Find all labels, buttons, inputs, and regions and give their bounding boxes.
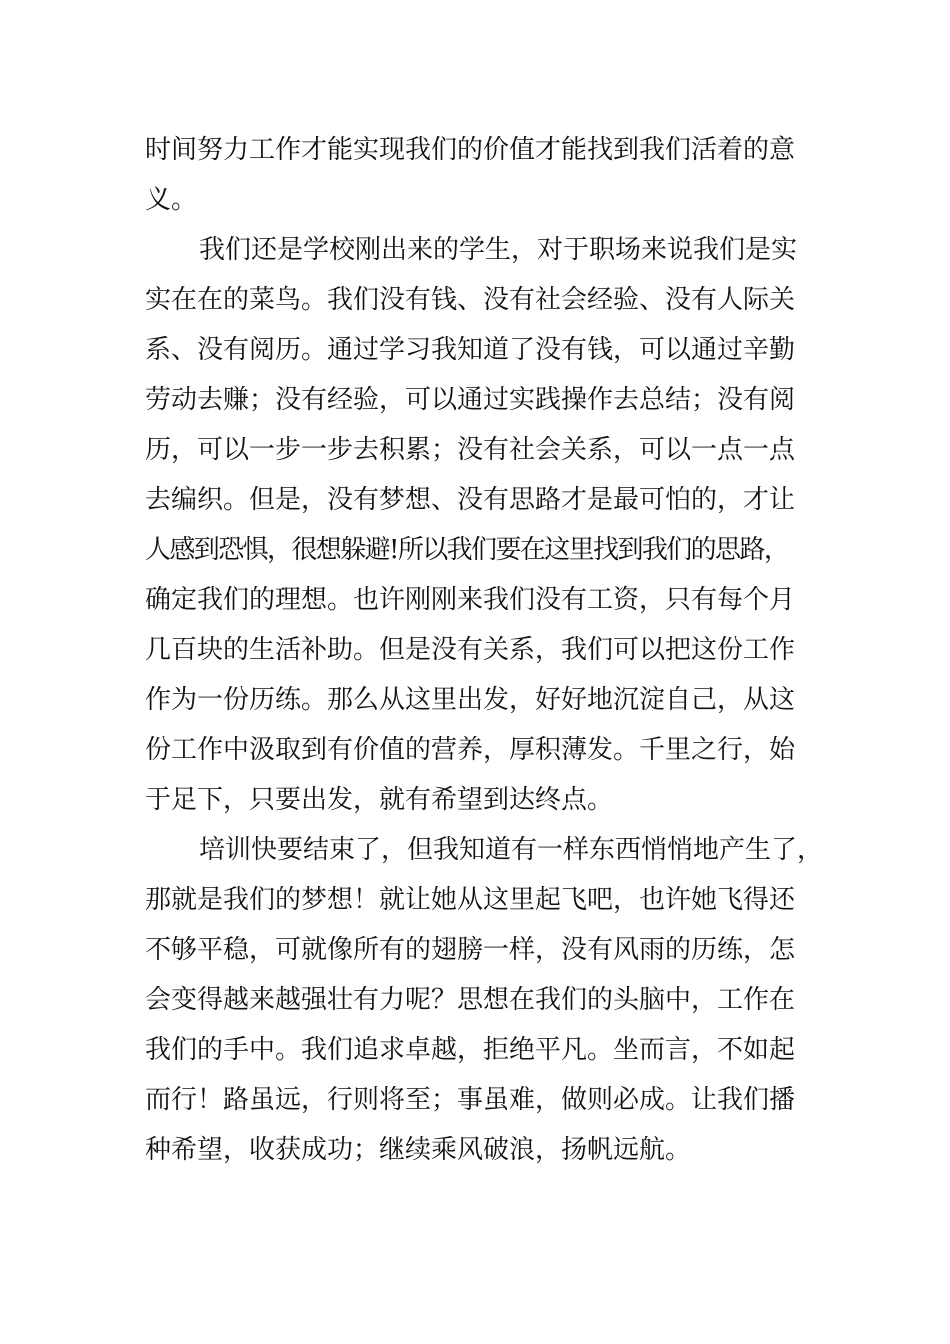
text-line-content: 培训快要结束了，但我知道有一样东西悄悄地产生了，: [199, 835, 824, 865]
text-line: [0, 428, 950, 472]
text-line-content: 不够平稳，可就像所有的翅膀一样，没有风雨的历练，怎: [145, 935, 796, 965]
text-line-content: 劳动去赚；没有经验，可以通过实践操作去总结；没有阅: [145, 385, 796, 415]
text-line: [0, 728, 950, 772]
text-line-content: 义。: [145, 185, 198, 215]
text-line: [0, 978, 950, 1022]
text-line: [0, 878, 950, 922]
text-line: [0, 378, 950, 422]
text-line-content: 历，可以一步一步去积累；没有社会关系，可以一点一点: [145, 435, 796, 465]
text-line-content: 人感到恐惧，很想躲避!所以我们要在这里找到我们的思路，: [145, 535, 789, 565]
paragraph-first-line: [0, 828, 950, 872]
text-line: [0, 928, 950, 972]
text-line: [0, 1078, 950, 1122]
text-line-content: 系、没有阅历。通过学习我知道了没有钱，可以通过辛勤: [145, 335, 796, 365]
text-line-content: 时间努力工作才能实现我们的价值才能找到我们活着的意: [145, 135, 796, 165]
text-line-content: 确定我们的理想。也许刚刚来我们没有工资，只有每个月: [145, 585, 796, 615]
text-line-content: 于足下，只要出发，就有希望到达终点。: [145, 785, 614, 815]
text-line-content: 种希望，收获成功；继续乘风破浪，扬帆远航。: [145, 1135, 692, 1165]
text-line: [0, 528, 950, 572]
text-line-content: 份工作中汲取到有价值的营养，厚积薄发。千里之行，始: [145, 735, 796, 765]
text-line-content: 几百块的生活补助。但是没有关系，我们可以把这份工作: [145, 635, 796, 665]
text-line-content: 我们的手中。我们追求卓越，拒绝平凡。坐而言，不如起: [145, 1035, 796, 1065]
text-line: [0, 578, 950, 622]
text-line: [0, 778, 950, 822]
text-line-content: 会变得越来越强壮有力呢？思想在我们的头脑中，工作在: [145, 985, 796, 1015]
text-line: [0, 628, 950, 672]
text-line: [0, 678, 950, 722]
text-line: [0, 178, 950, 222]
text-line: [0, 128, 950, 172]
text-line-content: 我们还是学校刚出来的学生，对于职场来说我们是实: [199, 235, 798, 265]
text-line: [0, 1028, 950, 1072]
paragraph-first-line: [0, 228, 950, 272]
text-line-content: 那就是我们的梦想！就让她从这里起飞吧，也许她飞得还: [145, 885, 796, 915]
text-line-content: 而行！路虽远，行则将至；事虽难，做则必成。让我们播: [145, 1085, 796, 1115]
text-line-content: 作为一份历练。那么从这里出发，好好地沉淀自己，从这: [145, 685, 796, 715]
text-line: [0, 328, 950, 372]
text-line: [0, 478, 950, 522]
text-line-content: 去编织。但是，没有梦想、没有思路才是最可怕的，才让: [145, 485, 796, 515]
text-line: [0, 1128, 950, 1172]
text-line-content: 实在在的菜鸟。我们没有钱、没有社会经验、没有人际关: [145, 285, 796, 315]
text-line: [0, 278, 950, 322]
